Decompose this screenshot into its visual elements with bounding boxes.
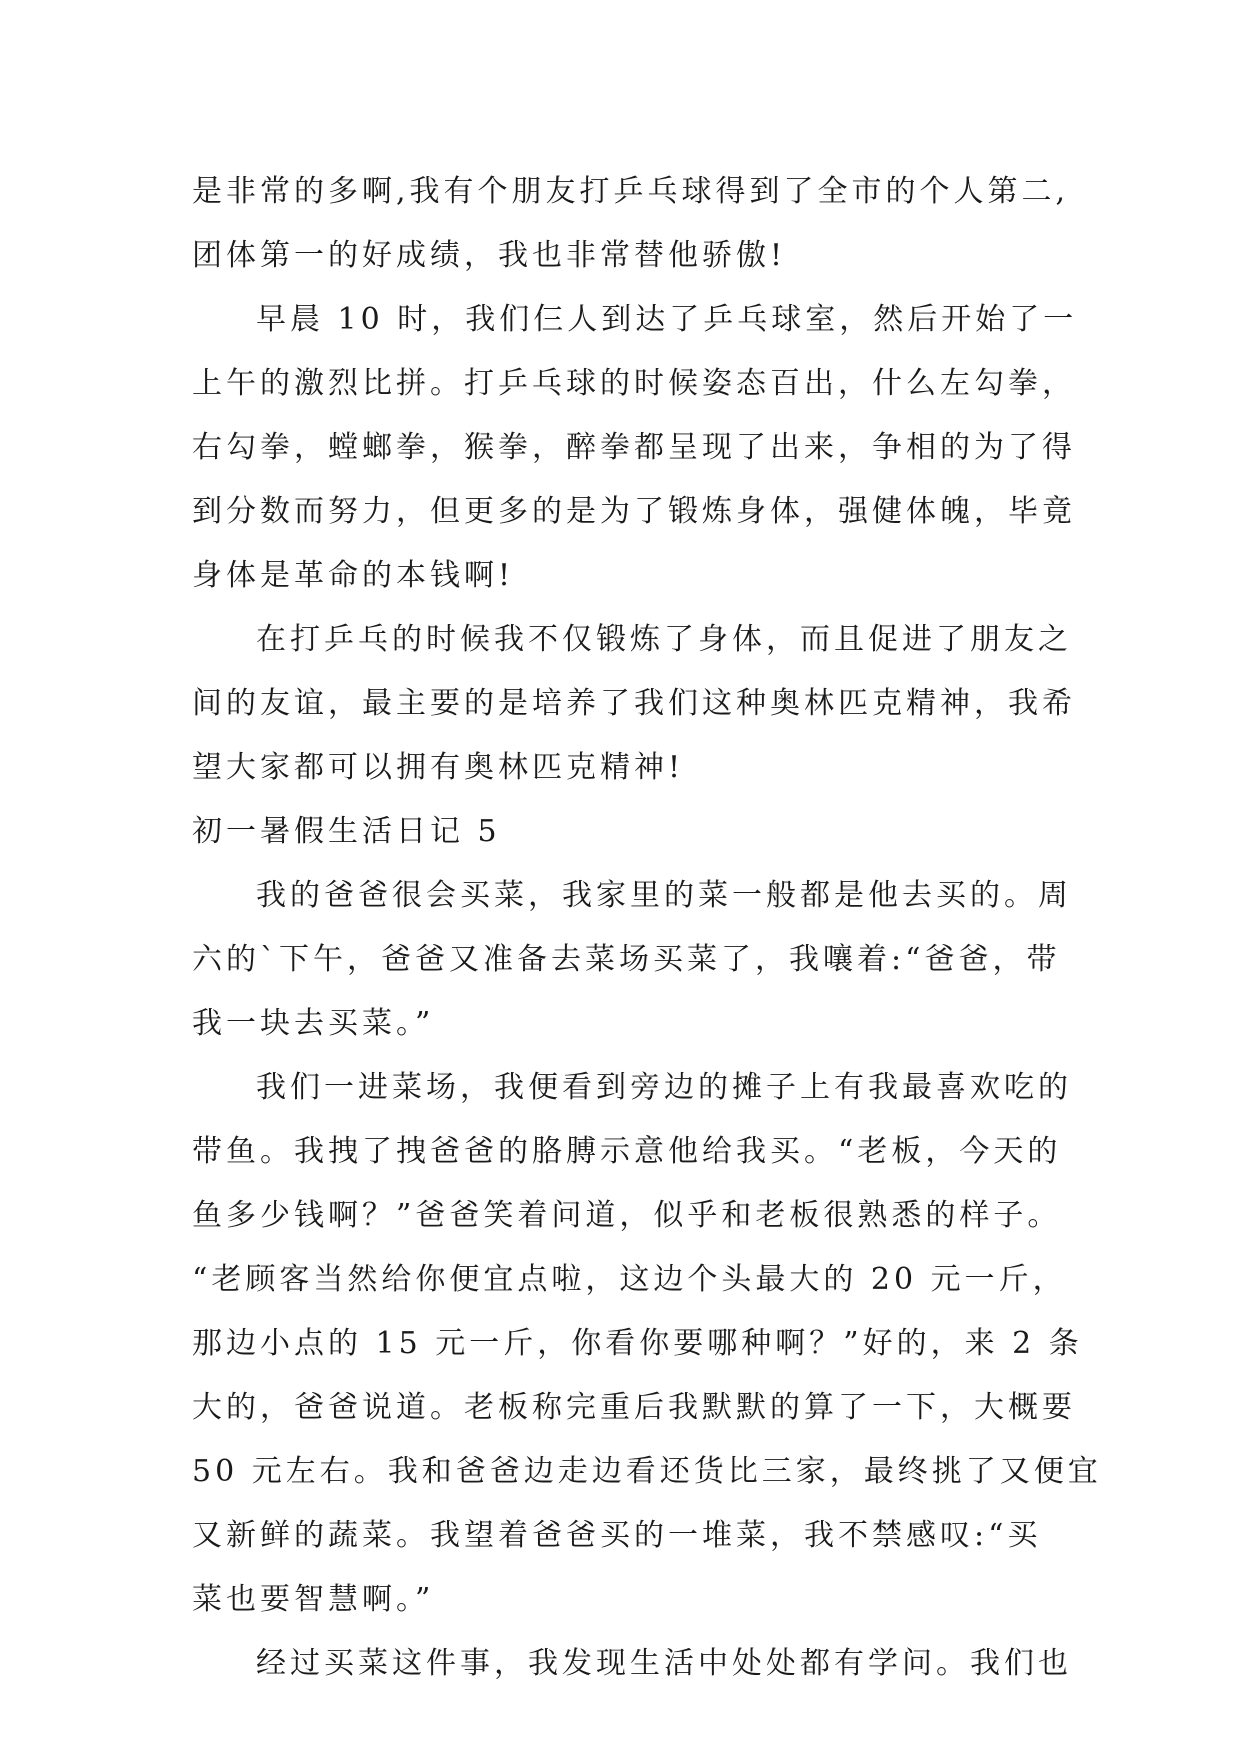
paragraph-first-line: 我们一进菜场，我便看到旁边的摊子上有我最喜欢吃的: [256, 1070, 1072, 1105]
text-line: 50 元左右。我和爸爸边走边看还货比三家，最终挑了又便宜: [192, 1454, 1102, 1489]
paragraph-first-line: 经过买菜这件事，我发现生活中处处都有学问。我们也: [256, 1646, 1072, 1681]
text-line: 又新鲜的蔬菜。我望着爸爸买的一堆菜，我不禁感叹:“买: [192, 1518, 1042, 1553]
text-line: 鱼多少钱啊？”爸爸笑着问道，似乎和老板很熟悉的样子。: [192, 1198, 1062, 1233]
paragraph-first-line: 早晨 10 时，我们仨人到达了乒乓球室，然后开始了一: [256, 302, 1078, 337]
text-line: 初一暑假生活日记 5: [192, 814, 501, 849]
text-line: 我一块去买菜。”: [192, 1006, 435, 1041]
text-line: 大的，爸爸说道。老板称完重后我默默的算了一下，大概要: [192, 1390, 1076, 1425]
paragraph-first-line: 在打乒乓的时候我不仅锻炼了身体，而且促进了朋友之: [256, 622, 1072, 657]
text-line: 身体是革命的本钱啊!: [192, 558, 515, 593]
text-line: “老顾客当然给你便宜点啦，这边个头最大的 20 元一斤，: [192, 1262, 1067, 1297]
document-body: [192, 160, 1102, 1696]
text-line: 望大家都可以拥有奥林匹克精神!: [192, 750, 685, 785]
text-line: 六的`下午，爸爸又准备去菜场买菜了，我嚷着:“爸爸，带: [192, 942, 1061, 977]
paragraph-first-line: 我的爸爸很会买菜，我家里的菜一般都是他去买的。周: [256, 878, 1072, 913]
text-line: 到分数而努力，但更多的是为了锻炼身体，强健体魄，毕竟: [192, 494, 1076, 529]
text-line: 右勾拳，螳螂拳，猴拳，醉拳都呈现了出来，争相的为了得: [192, 430, 1076, 465]
text-line: 间的友谊，最主要的是培养了我们这种奥林匹克精神，我希: [192, 686, 1076, 721]
text-line: 上午的激烈比拼。打乒乓球的时候姿态百出，什么左勾拳，: [192, 366, 1076, 401]
text-line: 带鱼。我拽了拽爸爸的胳膊示意他给我买。“老板，今天的: [192, 1134, 1062, 1169]
text-line: 是非常的多啊,我有个朋友打乒乓球得到了全市的个人第二,: [192, 174, 1070, 209]
text-line: 那边小点的 15 元一斤，你看你要哪种啊？”好的，来 2 条: [192, 1326, 1083, 1361]
text-line: 菜也要智慧啊。”: [192, 1582, 435, 1617]
text-line: 团体第一的好成绩，我也非常替他骄傲!: [192, 238, 787, 273]
